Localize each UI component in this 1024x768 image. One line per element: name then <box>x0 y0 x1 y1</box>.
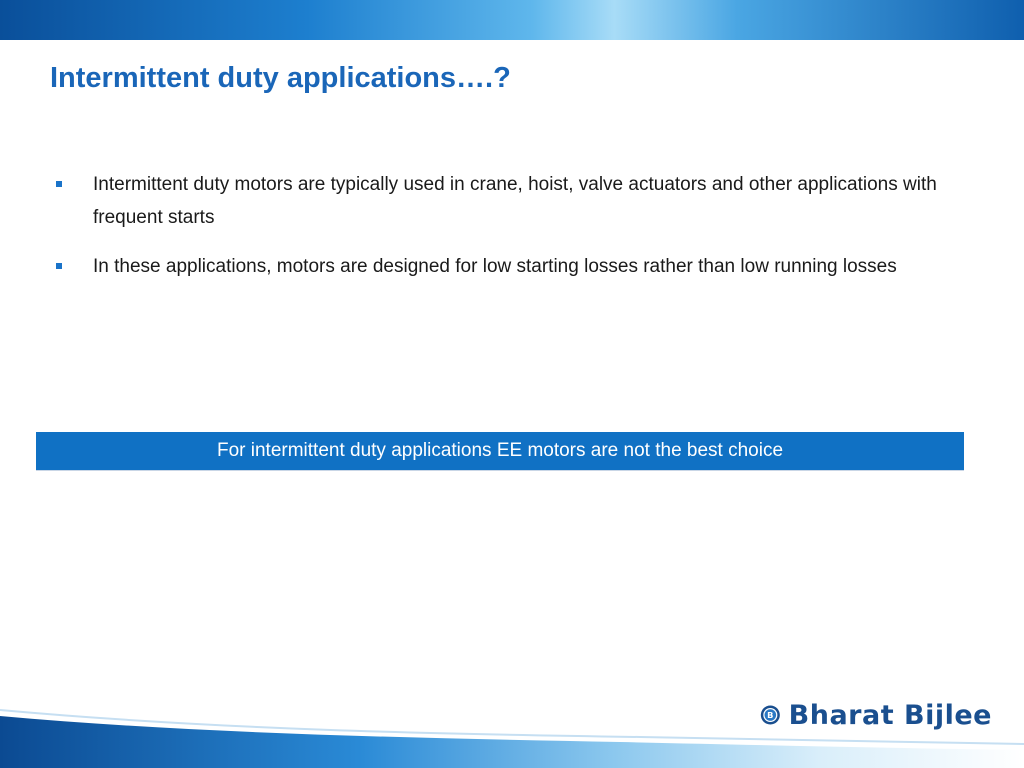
bullet-item <box>56 250 956 283</box>
logo-letter: B <box>767 709 774 720</box>
logo-text: Bharat Bijlee <box>788 699 992 731</box>
top-banner <box>0 0 1024 40</box>
square-bullet-icon <box>56 181 62 187</box>
slide-title: Intermittent duty applications….? <box>50 62 511 94</box>
bullet-text: Intermittent duty motors are typically used in crane, hoist, valve actuators and other applications with frequent starts <box>93 174 937 228</box>
bullet-text: In these applications, motors are designed for low starting losses rather than low running losses <box>93 256 897 277</box>
bharat-bijlee-b-icon <box>760 690 781 740</box>
callout-banner: For intermittent duty applications EE motors are not the best choice <box>36 432 964 471</box>
bullet-item <box>56 168 956 234</box>
bullet-list <box>56 168 956 299</box>
bharat-bijlee-logo <box>760 688 992 742</box>
square-bullet-icon <box>56 263 62 269</box>
